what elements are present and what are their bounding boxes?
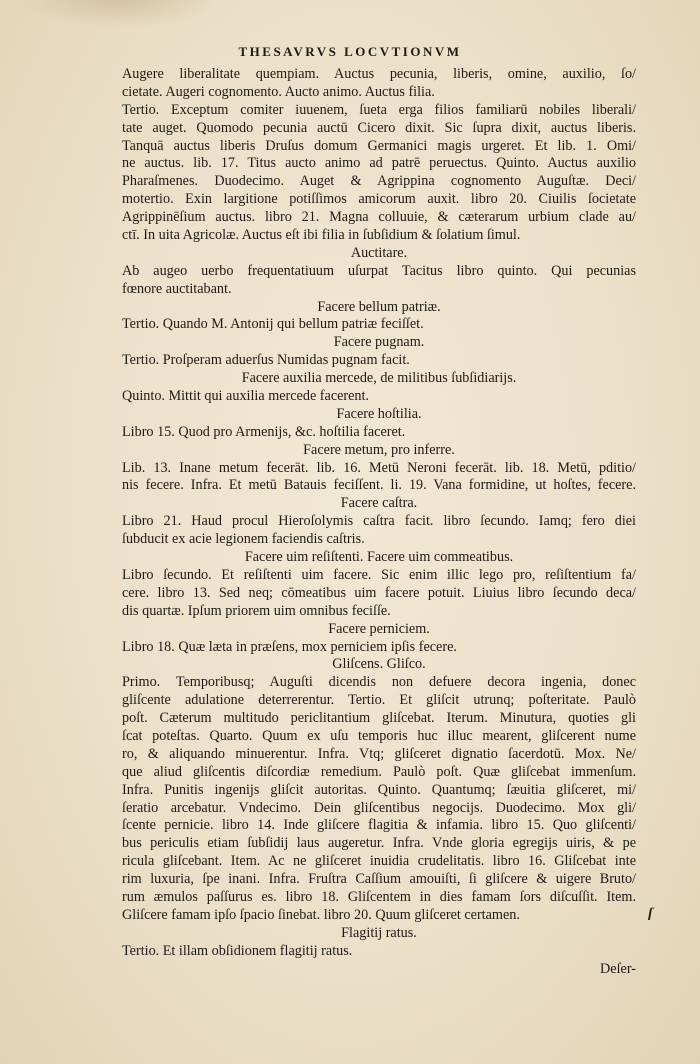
text-line: Lib. 13. Inane metum fecerāt. lib. 16. Metū Neroni fecerāt. lib. 18. Metū, pditio/	[122, 459, 636, 476]
text-line: Tertio. Exceptum comiter iuuenem, ſueta erga filios familiarū nobiles liberali/	[122, 101, 636, 118]
section-heading: Facere uim reſiſtenti. Facere uim commeatibus.	[244, 549, 514, 566]
text-line: ſubducit ex acie legionem faciendis caſtris.	[122, 531, 365, 548]
text-line: Deſer-	[600, 960, 636, 977]
text-line: bus periculis etiam ſubſidij laus augeretur. Infra. Vnde gloria egregijs uiris, & pe	[122, 835, 636, 852]
text-line: cere. libro 13. Sed neq; cōmeatibus uim facere potuit. Liuius libro ſecundo deca/	[122, 584, 636, 601]
text-line: ricula gliſcebant. Item. Ac ne gliſceret inuidia crudelitatis. libro 16. Gliſcebat inte	[122, 853, 636, 870]
text-line: Infra. Punitis ingenijs gliſcit autoritas. Quinto. Quantumq; ſæuitia gliſceret, mi/	[122, 781, 636, 798]
text-line: ſcente pernicie. libro 14. Inde gliſcere flagitia & infamia. libro 15. Quo gliſcenti/	[122, 817, 636, 834]
text-line: Primo. Temporibusq; Auguſti dicendis non defuere decora ingenia, donec	[122, 674, 636, 691]
text-line: ſcat poteſtas. Quarto. Quum ex uſu temporis huc illuc mearent, gliſcerent nume	[122, 727, 636, 744]
text-line: cietate. Augeri cognomento. Aucto animo. Auctus filia.	[122, 83, 435, 100]
section-heading: Facere metum, pro inferre.	[303, 441, 455, 458]
text-line: Tanquā auctus liberis Druſus domum Germanici magis urgeret. Et lib. 1. Omi/	[122, 137, 636, 154]
text-line: ne auctus. lib. 17. Titus aucto animo ad patrē peruectus. Quinto. Auctus auxilio	[122, 155, 636, 172]
margin-mark: ſ	[648, 906, 653, 921]
text-line: poſt. Cæterum multitudo periclitantium gliſcebat. Iterum. Minutura, quoties gli	[122, 710, 636, 727]
text-line: que aliud gliſcentis diſcordiæ remedium. Paulò poſt. Quæ gliſcebat immenſum.	[122, 763, 636, 780]
text-line: Gliſcere famam ipſo ſpacio ſinebat. libro 20. Quum gliſceret certamen.	[122, 906, 520, 923]
section-heading: Facere pugnam.	[333, 334, 425, 351]
text-line: gliſcente adulatione deterrerentur. Tertio. Et gliſcit utrunq; poſteritate. Paulò	[122, 692, 636, 709]
section-heading: Gliſcens. Gliſco.	[332, 656, 426, 673]
text-line: Quinto. Mittit qui auxilia mercede facerent.	[122, 388, 370, 405]
text-line: Libro ſecundo. Et reſiſtenti uim facere. Sic enim illic lego pro, reſiſtentium fa/	[122, 566, 636, 583]
section-heading: Facere perniciem.	[328, 620, 430, 637]
text-line: rum æmulos paſſurus es. libro 18. Gliſcentem in dies famam ſors diſcuſſit. Item.	[122, 888, 636, 905]
text-line: Tertio. Proſperam aduerſus Numidas pugnam facit.	[122, 352, 410, 369]
section-heading: Auctitare.	[350, 244, 408, 261]
text-line: Tertio. Et illam obſidionem flagitij ratus.	[122, 942, 353, 959]
body-text	[122, 66, 636, 978]
running-header: THESAVRVS LOCVTIONVM	[238, 44, 462, 59]
text-line: dis quartæ. Ipſum priorem uim omnibus feciſſe.	[122, 602, 391, 619]
text-line: Augere liberalitate quempiam. Auctus pecunia, liberis, omine, auxilio, ſo/	[122, 66, 636, 82]
text-line: motertio. Exin largitione potiſſimos amicorum auxit. libro 20. Ciuilis ſocietate	[122, 191, 636, 208]
section-heading: Facere bellum patriæ.	[317, 298, 441, 315]
text-line: ctī. In uita Agricolæ. Auctus eſt ibi filia in ſubſidium & ſolatium ſimul.	[122, 227, 521, 244]
section-heading: Flagitij ratus.	[341, 924, 417, 941]
text-line: Libro 21. Haud procul Hieroſolymis caſtra facit. libro ſecundo. Iamq; fero diei	[122, 513, 636, 530]
text-line: ſeratio arcebatur. Vndecimo. Dein gliſcentibus negocijs. Duodecimo. Mox gli/	[122, 799, 636, 816]
text-line: Ab augeo uerbo frequentatiuum uſurpat Tacitus libro quinto. Qui pecunias	[122, 262, 636, 279]
text-line: Libro 15. Quod pro Armenijs, &c. hoſtilia faceret.	[122, 423, 406, 440]
text-line: fœnore auctitabant.	[122, 280, 232, 297]
paper-stain	[20, 0, 220, 28]
text-line: Libro 18. Quæ læta in præſens, mox perniciem ipſis fecere.	[122, 638, 457, 655]
text-line: nis fecere. Infra. Et metū Batauis feciſſent. li. 19. Vana formidine, ut hoſtes, fecere.	[122, 477, 636, 494]
text-line: tate auget. Quomodo pecunia auctū Cicero dixit. Sic ſupra dixit, auctus liberis.	[122, 119, 636, 136]
text-line: ro, & aliquando minuerentur. Infra. Vtq; gliſceret dignatio ſacerdotū. Mox. Ne/	[122, 745, 636, 762]
text-line: Tertio. Quando M. Antonij qui bellum patriæ feciſſet.	[122, 316, 424, 333]
text-line: rim luxuria, ſpe inani. Infra. Fruſtra Caſſium amouiſti, ſi gliſcere & uigere Bruto/	[122, 871, 636, 888]
section-heading: Facere auxilia mercede, de militibus ſubſidiarijs.	[241, 370, 517, 387]
text-line: Pharaſmenes. Duodecimo. Auget & Agrippina cognomento Auguſtæ. Deci/	[122, 173, 636, 190]
section-heading: Facere hoſtilia.	[336, 405, 422, 422]
text-line: Agrippinēſium auctus. libro 21. Magna colluuie, & cæterarum urbium clade au/	[122, 209, 636, 226]
section-heading: Facere caſtra.	[340, 495, 418, 512]
